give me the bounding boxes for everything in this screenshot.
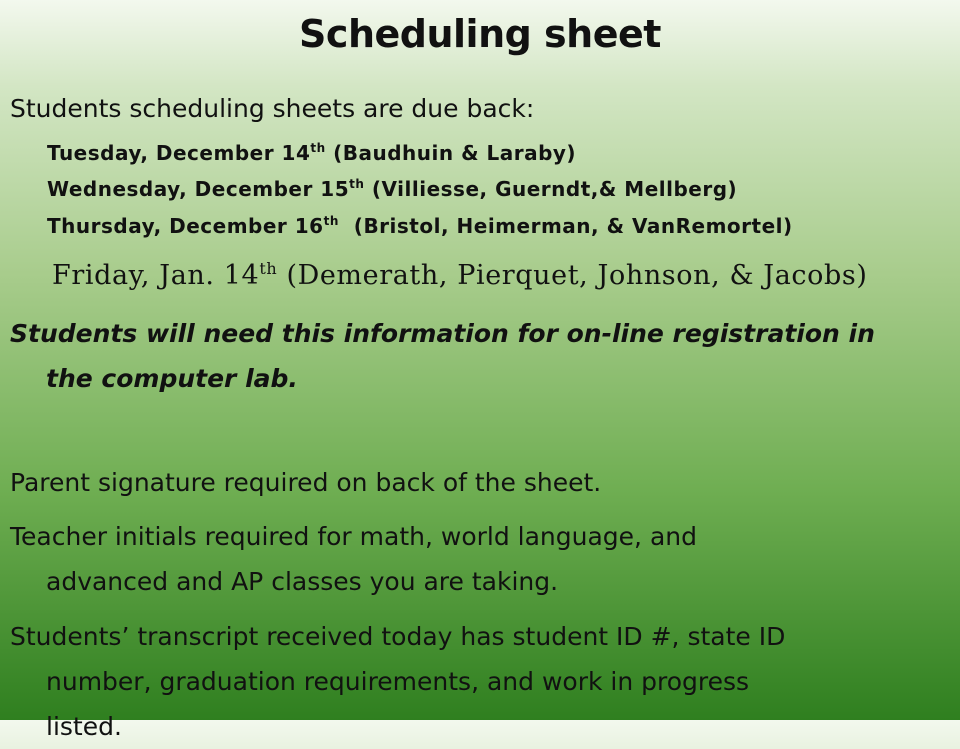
- schedule-names: (Baudhuin & Laraby): [325, 141, 577, 165]
- registration-notice: [10, 311, 940, 401]
- ordinal-suffix: th: [310, 141, 326, 155]
- parent-signature-text: Parent signature required on back of the sheet.: [10, 468, 602, 497]
- slide-title: Scheduling sheet: [299, 12, 661, 56]
- schedule-names: (Bristol, Heimerman, & VanRemortel): [338, 214, 793, 238]
- notice-line-1: Students will need this information for on-line registration in: [10, 319, 875, 348]
- schedule-names: (Villiesse, Guerndt,& Mellberg): [364, 177, 738, 201]
- transcript-line-3: listed.: [46, 712, 122, 741]
- schedule-item-friday: [52, 259, 867, 291]
- ordinal-suffix: th: [259, 259, 278, 278]
- teacher-line-2: advanced and AP classes you are taking.: [46, 567, 559, 596]
- teacher-line-1: Teacher initials required for math, world language, and: [10, 522, 697, 551]
- schedule-day: Thursday, December 16: [47, 214, 324, 238]
- notice-line-2: the computer lab.: [46, 364, 298, 393]
- schedule-item-wednesday: [47, 177, 737, 201]
- teacher-initials-text: [10, 514, 940, 604]
- schedule-day: Friday, Jan. 14: [52, 260, 260, 291]
- transcript-text: [10, 614, 940, 749]
- ordinal-suffix: th: [349, 177, 365, 191]
- schedule-day: Tuesday, December 14: [47, 141, 311, 165]
- intro-text: Students scheduling sheets are due back:: [10, 94, 535, 123]
- transcript-line-1: Students’ transcript received today has student ID #, state ID: [10, 622, 786, 651]
- schedule-item-thursday: [47, 214, 793, 238]
- schedule-names: (Demerath, Pierquet, Johnson, & Jacobs): [277, 260, 868, 291]
- schedule-item-tuesday: [47, 141, 576, 165]
- ordinal-suffix: th: [323, 214, 339, 228]
- schedule-day: Wednesday, December 15: [47, 177, 350, 201]
- transcript-line-2: number, graduation requirements, and work in progress: [46, 667, 750, 696]
